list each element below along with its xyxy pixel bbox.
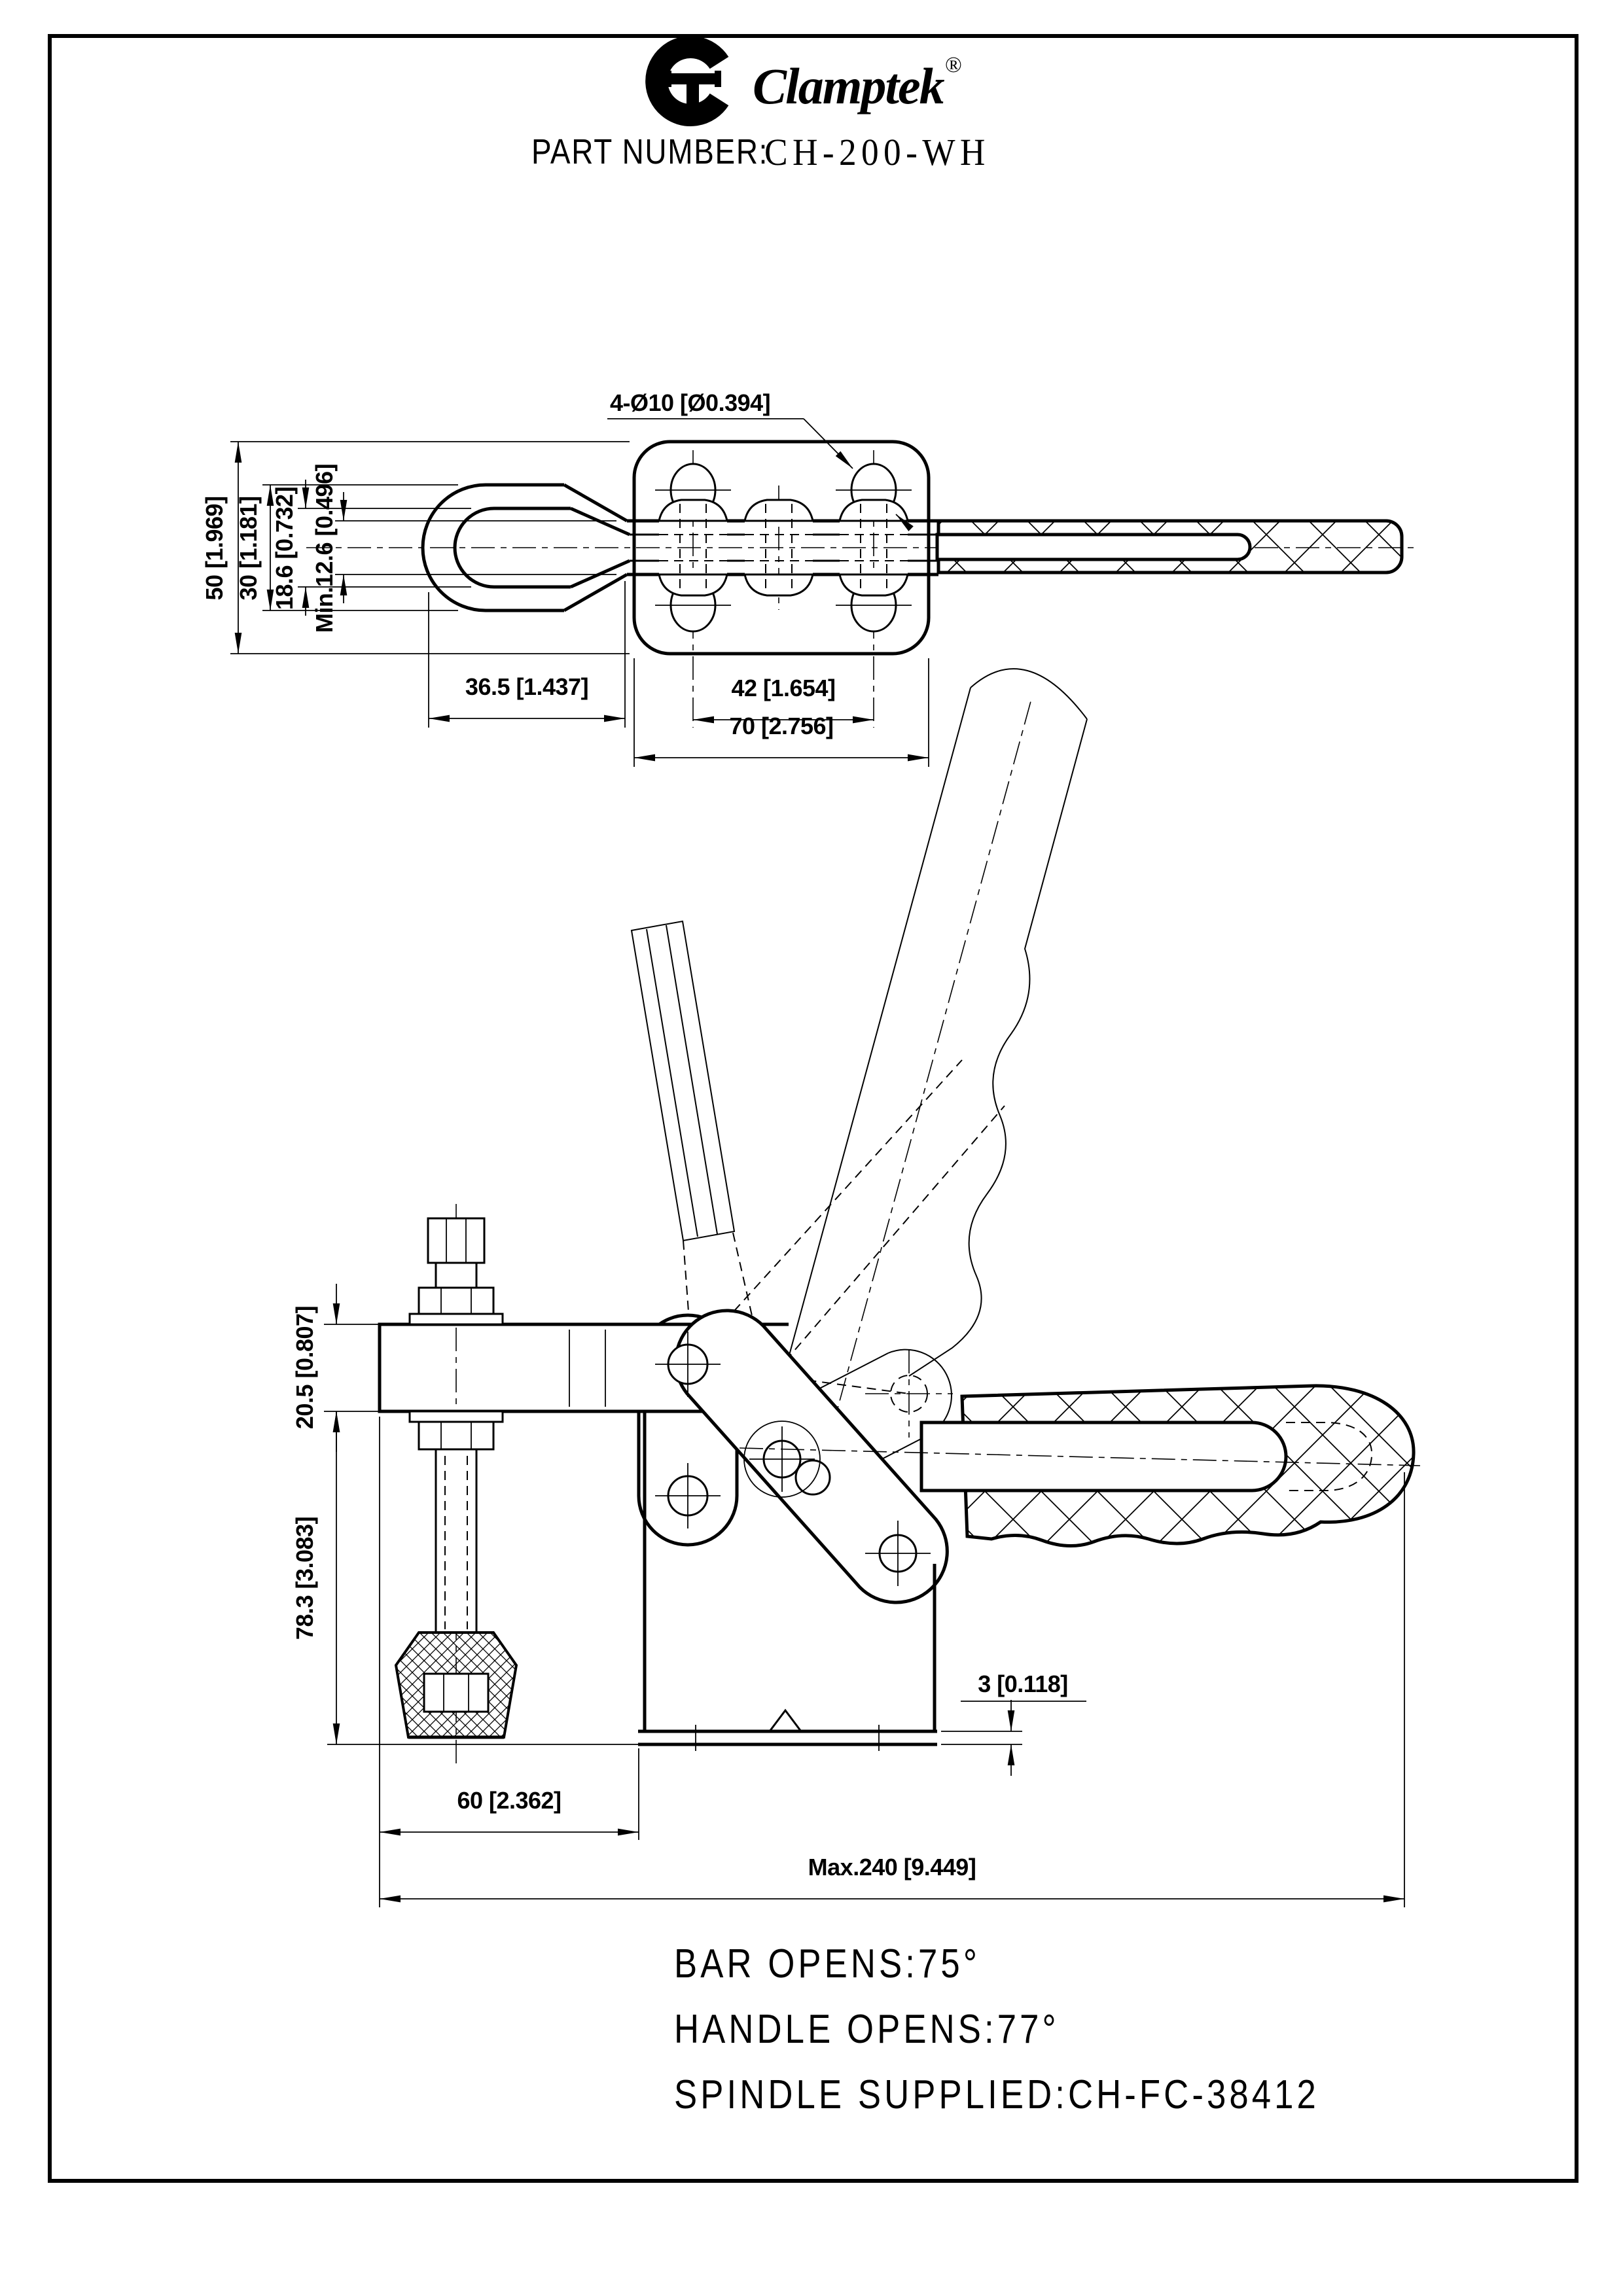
dim-plate-height: 50 [1.969]	[201, 496, 228, 601]
clamptek-logo-icon	[656, 47, 721, 115]
note-spindle-supplied: SPINDLE SUPPLIED:CH-FC-38412	[674, 2072, 1319, 2118]
dim-plate-width: 70 [2.756]	[729, 713, 834, 739]
side-view-drawing	[291, 669, 1420, 1907]
registered-mark: ®	[945, 53, 962, 77]
note-bar-opens: BAR OPENS:75°	[674, 1941, 980, 1987]
phantom-bar-open	[632, 921, 734, 1241]
datum-mark	[770, 1710, 801, 1731]
dim-bar-reach: 36.5 [1.437]	[465, 673, 589, 700]
dim-base-thickness: 3 [0.118]	[978, 1670, 1068, 1697]
dim-base-depth: 60 [2.362]	[457, 1787, 562, 1814]
notes-block	[674, 1941, 1319, 2117]
dim-holes-label: 4-Ø10 [Ø0.394]	[610, 389, 771, 416]
handle-top-view	[937, 521, 1402, 573]
dim-overall-length: Max.240 [9.449]	[808, 1854, 976, 1881]
brand-name: Clamptek	[753, 58, 944, 115]
dim-clearance: 78.3 [3.083]	[291, 1516, 318, 1640]
part-number	[531, 132, 990, 174]
logo	[656, 47, 962, 115]
handle-lever	[921, 1422, 1286, 1491]
dim-hole-spacing: 42 [1.654]	[731, 675, 836, 701]
phantom-handle-open	[785, 669, 1087, 1480]
spindle-assembly	[396, 1204, 516, 1767]
dim-bar-section: 20.5 [0.807]	[291, 1305, 318, 1430]
dim-bar-inner: 18.6 [0.732]	[271, 486, 298, 610]
top-view-drawing	[201, 389, 1419, 767]
part-number-value: CH-200-WH	[764, 132, 990, 174]
note-handle-opens: HANDLE OPENS:77°	[674, 2007, 1060, 2053]
dim-slot-width: Min.12.6 [0.496]	[311, 463, 338, 633]
dim-bar-outer: 30 [1.181]	[235, 496, 262, 601]
part-number-label: PART NUMBER:	[531, 132, 769, 171]
